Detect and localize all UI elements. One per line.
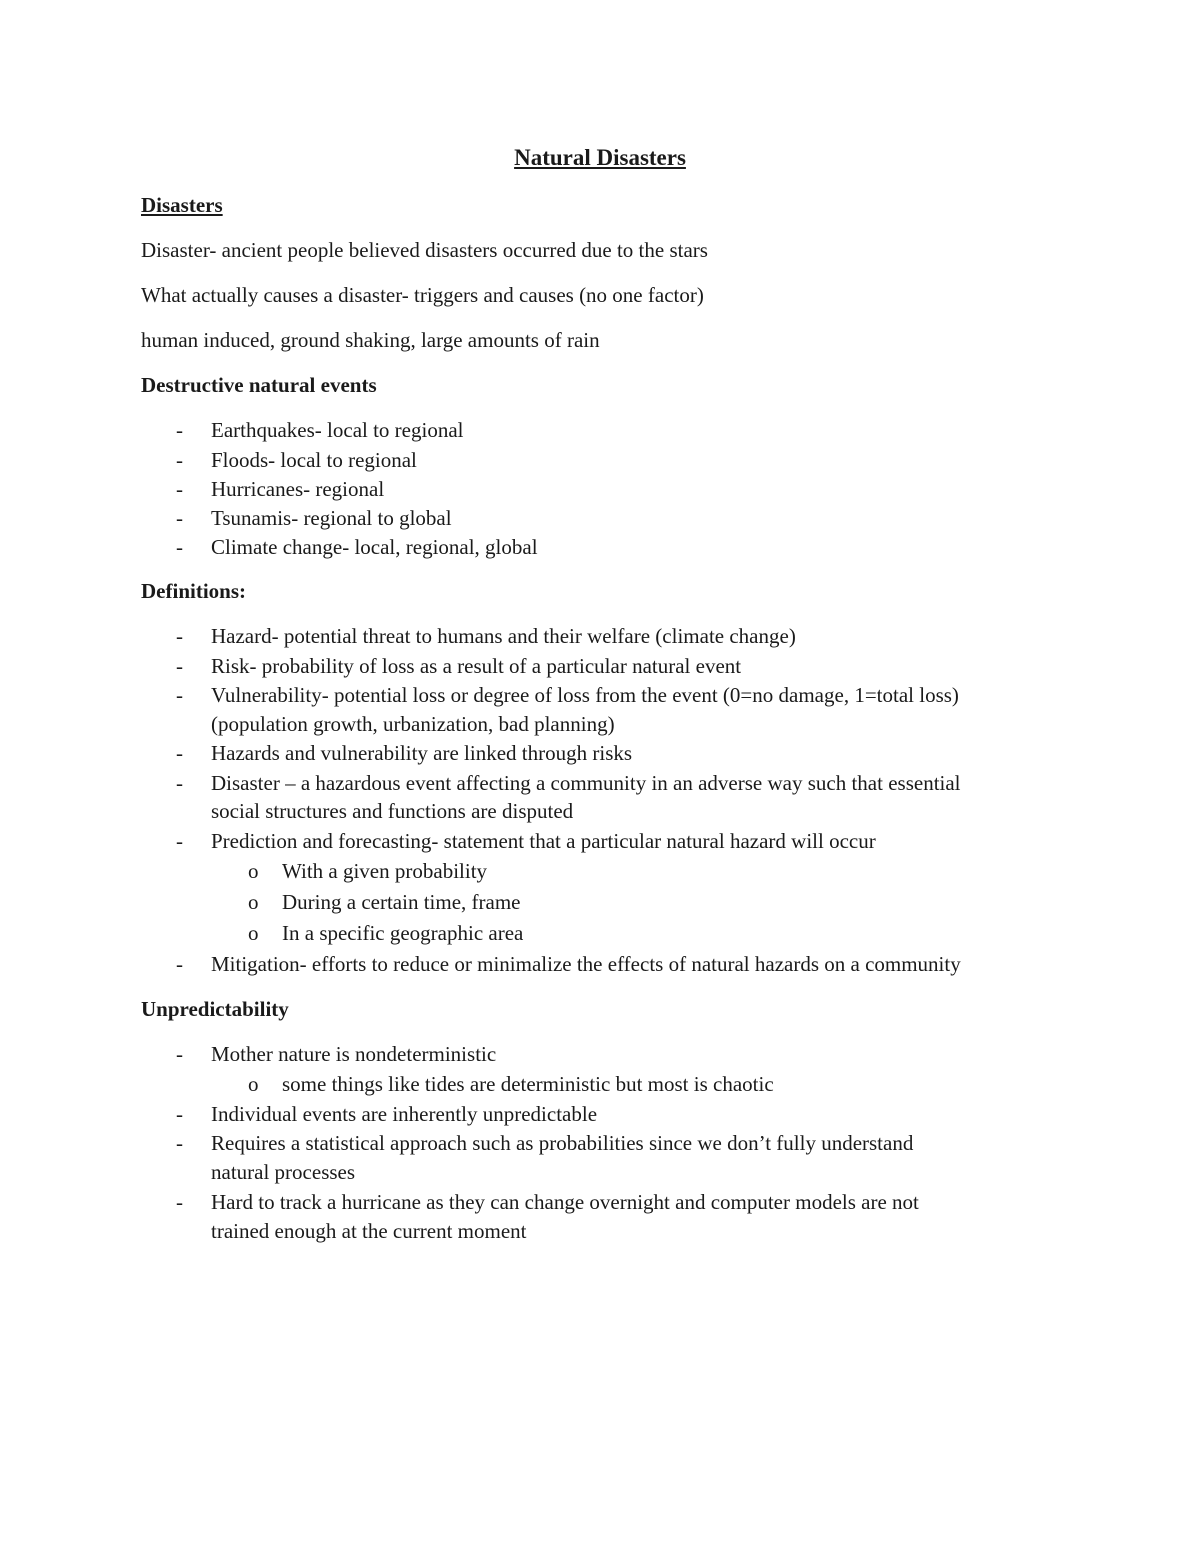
dash-bullet: -: [176, 1190, 183, 1214]
dash-bullet: -: [176, 477, 183, 501]
list-item: Individual events are inherently unpredictable: [211, 1102, 598, 1126]
sub-list-item: In a specific geographic area: [282, 921, 524, 945]
circle-bullet: o: [248, 859, 259, 883]
circle-bullet: o: [248, 1072, 259, 1096]
list-item: Prediction and forecasting- statement that a particular natural hazard will occur: [211, 829, 876, 853]
dash-bullet: -: [176, 624, 183, 648]
list-item: Earthquakes- local to regional: [211, 418, 464, 442]
list-item-continuation: trained enough at the current moment: [211, 1219, 527, 1243]
dash-bullet: -: [176, 654, 183, 678]
dash-bullet: -: [176, 506, 183, 530]
section-heading-destructive-events: Destructive natural events: [141, 373, 377, 397]
dash-bullet: -: [176, 535, 183, 559]
paragraph: What actually causes a disaster- triggers and causes (no one factor): [141, 283, 704, 307]
list-item: Disaster – a hazardous event affecting a community in an adverse way such that essential: [211, 771, 961, 795]
sub-list-item: During a certain time, frame: [282, 890, 521, 914]
circle-bullet: o: [248, 890, 259, 914]
dash-bullet: -: [176, 418, 183, 442]
dash-bullet: -: [176, 829, 183, 853]
list-item: Hazards and vulnerability are linked through risks: [211, 741, 633, 765]
dash-bullet: -: [176, 683, 183, 707]
list-item: Risk- probability of loss as a result of a particular natural event: [211, 654, 742, 678]
list-item: Hazard- potential threat to humans and their welfare (climate change): [211, 624, 796, 648]
list-item: Climate change- local, regional, global: [211, 535, 538, 559]
dash-bullet: -: [176, 1042, 183, 1066]
dash-bullet: -: [176, 1102, 183, 1126]
list-item: Vulnerability- potential loss or degree of loss from the event (0=no damage, 1=total loss): [211, 683, 959, 707]
list-item: Mitigation- efforts to reduce or minimalize the effects of natural hazards on a community: [211, 952, 961, 976]
circle-bullet: o: [248, 921, 259, 945]
list-item: Hurricanes- regional: [211, 477, 385, 501]
list-item: Requires a statistical approach such as probabilities since we don’t fully understand: [211, 1131, 914, 1155]
dash-bullet: -: [176, 771, 183, 795]
dash-bullet: -: [176, 952, 183, 976]
list-item-continuation: natural processes: [211, 1160, 356, 1184]
list-item-continuation: (population growth, urbanization, bad planning): [211, 712, 615, 736]
section-heading-disasters: Disasters: [141, 193, 223, 217]
page-title: Natural Disasters: [514, 145, 686, 170]
section-heading-unpredictability: Unpredictability: [141, 997, 289, 1021]
list-item: Tsunamis- regional to global: [211, 506, 452, 530]
paragraph: human induced, ground shaking, large amounts of rain: [141, 328, 600, 352]
dash-bullet: -: [176, 741, 183, 765]
list-item: Floods- local to regional: [211, 448, 417, 472]
dash-bullet: -: [176, 448, 183, 472]
sub-list-item: some things like tides are deterministic but most is chaotic: [282, 1072, 774, 1096]
section-heading-definitions: Definitions:: [141, 579, 246, 603]
dash-bullet: -: [176, 1131, 183, 1155]
paragraph: Disaster- ancient people believed disasters occurred due to the stars: [141, 238, 708, 262]
list-item-continuation: social structures and functions are disputed: [211, 799, 574, 823]
sub-list-item: With a given probability: [282, 859, 488, 883]
list-item: Hard to track a hurricane as they can change overnight and computer models are not: [211, 1190, 919, 1214]
list-item: Mother nature is nondeterministic: [211, 1042, 497, 1066]
